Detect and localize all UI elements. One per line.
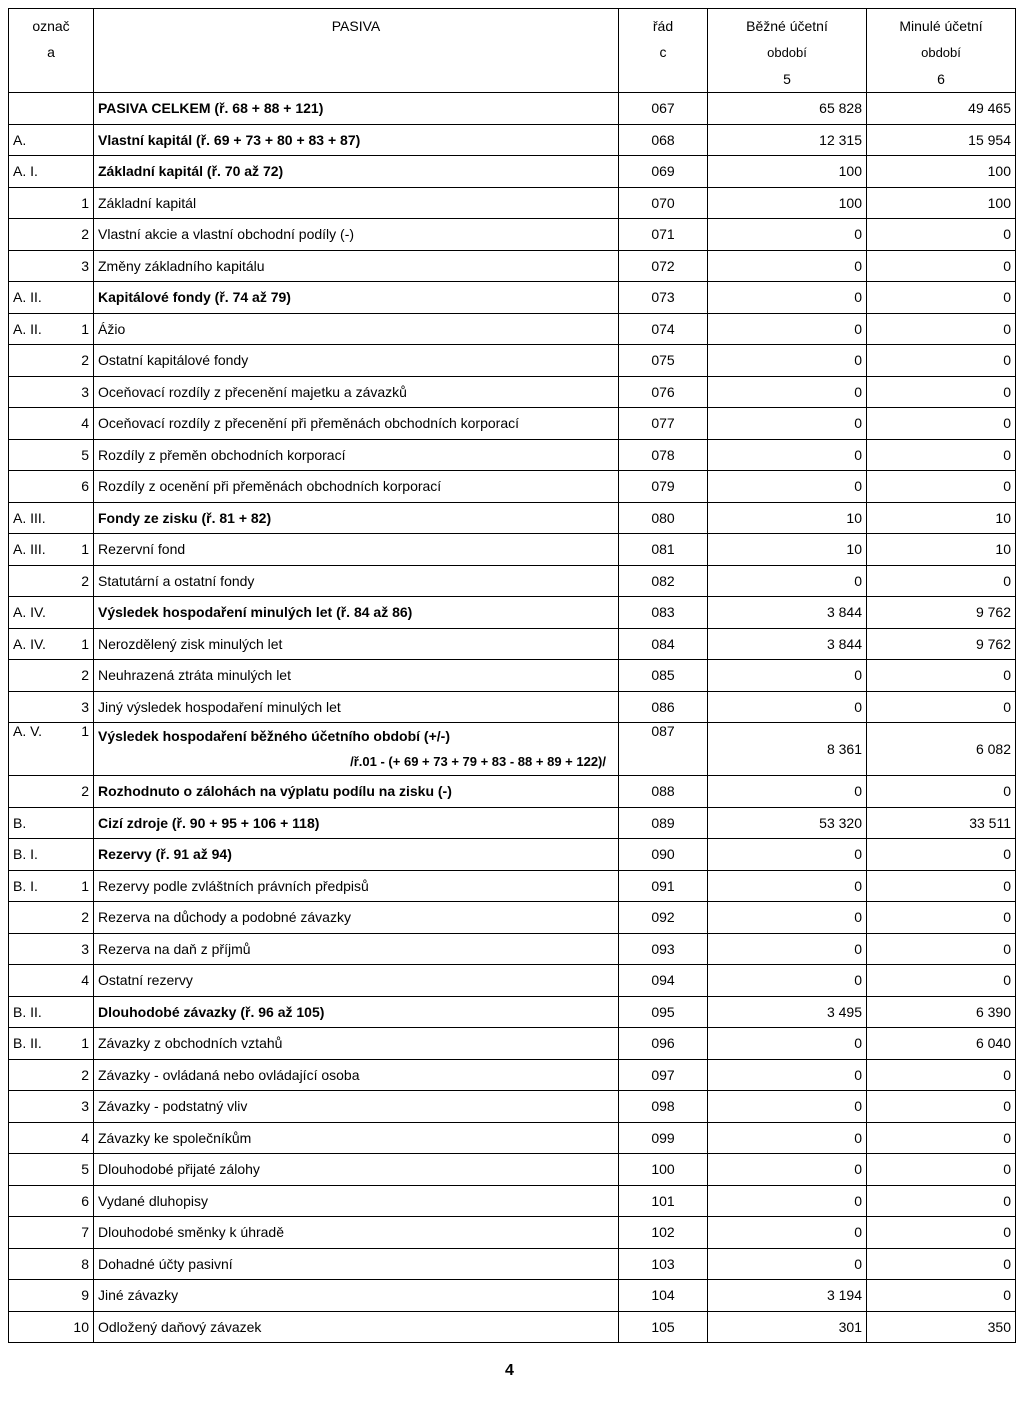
table-row bbox=[9, 628, 1016, 660]
row-line-number: 070 bbox=[619, 187, 708, 219]
row-label: Ostatní rezervy bbox=[94, 965, 619, 997]
row-label: Výsledek hospodaření minulých let (ř. 84 až 86) bbox=[94, 597, 619, 629]
row-label: Jiný výsledek hospodaření minulých let bbox=[94, 691, 619, 723]
row-value-current: 0 bbox=[708, 565, 867, 597]
row-line-number: 097 bbox=[619, 1059, 708, 1091]
row-mark-item: 3 bbox=[51, 1091, 94, 1123]
row-mark-item: 2 bbox=[51, 219, 94, 251]
row-value-current: 53 320 bbox=[708, 807, 867, 839]
row-mark-section bbox=[9, 1185, 52, 1217]
table-row bbox=[9, 1217, 1016, 1249]
row-mark-item: 6 bbox=[51, 471, 94, 503]
row-mark-item: 3 bbox=[51, 250, 94, 282]
row-mark-section bbox=[9, 219, 52, 251]
table-body bbox=[9, 93, 1016, 1343]
row-value-current: 3 194 bbox=[708, 1280, 867, 1312]
row-label: Základní kapitál bbox=[94, 187, 619, 219]
row-mark-section bbox=[9, 965, 52, 997]
row-mark-item bbox=[51, 839, 94, 871]
row-value-current: 8 361 bbox=[708, 723, 867, 776]
row-line-number: 091 bbox=[619, 870, 708, 902]
row-mark-item bbox=[51, 124, 94, 156]
row-value-previous: 0 bbox=[867, 313, 1016, 345]
row-value-previous: 0 bbox=[867, 1280, 1016, 1312]
row-label: Rezervy (ř. 91 až 94) bbox=[94, 839, 619, 871]
row-mark-section bbox=[9, 1311, 52, 1343]
header-rad-top: řád bbox=[652, 18, 674, 34]
row-label: Oceňovací rozdíly z přecenění majetku a závazků bbox=[94, 376, 619, 408]
row-line-number: 105 bbox=[619, 1311, 708, 1343]
row-label: Vydané dluhopisy bbox=[94, 1185, 619, 1217]
row-value-current: 65 828 bbox=[708, 93, 867, 125]
row-value-current: 0 bbox=[708, 776, 867, 808]
row-value-previous: 6 082 bbox=[867, 723, 1016, 776]
row-value-current: 10 bbox=[708, 534, 867, 566]
row-line-number: 092 bbox=[619, 902, 708, 934]
row-value-previous: 9 762 bbox=[867, 597, 1016, 629]
row-mark-item: 3 bbox=[51, 933, 94, 965]
row-mark-item: 1 bbox=[51, 313, 94, 345]
row-value-current: 0 bbox=[708, 1185, 867, 1217]
row-mark-item: 2 bbox=[51, 902, 94, 934]
row-label: Dlouhodobé přijaté zálohy bbox=[94, 1154, 619, 1186]
row-mark-section: A. I. bbox=[9, 156, 52, 188]
row-value-current: 0 bbox=[708, 1059, 867, 1091]
row-value-previous: 33 511 bbox=[867, 807, 1016, 839]
row-mark-item: 1 bbox=[51, 187, 94, 219]
row-mark-item bbox=[51, 597, 94, 629]
row-value-current: 0 bbox=[708, 439, 867, 471]
table-row bbox=[9, 219, 1016, 251]
row-mark-section bbox=[9, 691, 52, 723]
table-row bbox=[9, 534, 1016, 566]
row-line-number: 080 bbox=[619, 502, 708, 534]
row-label: Dlouhodobé směnky k úhradě bbox=[94, 1217, 619, 1249]
row-value-previous: 0 bbox=[867, 345, 1016, 377]
row-value-previous: 0 bbox=[867, 965, 1016, 997]
row-mark-item bbox=[51, 93, 94, 125]
row-mark-section bbox=[9, 408, 52, 440]
row-mark-section bbox=[9, 1091, 52, 1123]
header-minule-line1: Minulé účetní bbox=[899, 18, 983, 34]
row-value-current: 0 bbox=[708, 282, 867, 314]
row-value-previous: 100 bbox=[867, 156, 1016, 188]
row-line-number: 100 bbox=[619, 1154, 708, 1186]
row-mark-item: 9 bbox=[51, 1280, 94, 1312]
table-row bbox=[9, 597, 1016, 629]
table-row bbox=[9, 565, 1016, 597]
row-value-previous: 9 762 bbox=[867, 628, 1016, 660]
row-line-number: 095 bbox=[619, 996, 708, 1028]
row-mark-section bbox=[9, 439, 52, 471]
row-line-number: 102 bbox=[619, 1217, 708, 1249]
row-line-number: 071 bbox=[619, 219, 708, 251]
row-mark-section: B. bbox=[9, 807, 52, 839]
row-mark-item: 5 bbox=[51, 439, 94, 471]
row-label: Dlouhodobé závazky (ř. 96 až 105) bbox=[94, 996, 619, 1028]
row-mark-section bbox=[9, 471, 52, 503]
row-value-current: 0 bbox=[708, 933, 867, 965]
row-value-current: 0 bbox=[708, 965, 867, 997]
table-row bbox=[9, 408, 1016, 440]
row-label: Závazky z obchodních vztahů bbox=[94, 1028, 619, 1060]
row-line-number: 104 bbox=[619, 1280, 708, 1312]
row-line-number: 093 bbox=[619, 933, 708, 965]
table-row bbox=[9, 1028, 1016, 1060]
row-line-number: 087 bbox=[619, 723, 708, 776]
table-row bbox=[9, 1122, 1016, 1154]
row-value-current: 0 bbox=[708, 839, 867, 871]
table-row bbox=[9, 723, 1016, 776]
row-line-number: 068 bbox=[619, 124, 708, 156]
row-value-current: 0 bbox=[708, 1154, 867, 1186]
row-label: Rezerva na důchody a podobné závazky bbox=[94, 902, 619, 934]
row-value-current: 100 bbox=[708, 187, 867, 219]
row-mark-section bbox=[9, 902, 52, 934]
row-value-current: 0 bbox=[708, 1122, 867, 1154]
row-mark-section: A. II. bbox=[9, 313, 52, 345]
row-mark-item: 2 bbox=[51, 345, 94, 377]
row-value-previous: 0 bbox=[867, 776, 1016, 808]
row-line-number: 075 bbox=[619, 345, 708, 377]
row-value-current: 0 bbox=[708, 376, 867, 408]
row-label: Závazky - podstatný vliv bbox=[94, 1091, 619, 1123]
table-row bbox=[9, 187, 1016, 219]
row-label: Statutární a ostatní fondy bbox=[94, 565, 619, 597]
table-row bbox=[9, 902, 1016, 934]
row-value-previous: 6 040 bbox=[867, 1028, 1016, 1060]
table-row bbox=[9, 376, 1016, 408]
table-row bbox=[9, 933, 1016, 965]
row-mark-section: A. II. bbox=[9, 282, 52, 314]
row-label: Fondy ze zisku (ř. 81 + 82) bbox=[94, 502, 619, 534]
table-row bbox=[9, 1059, 1016, 1091]
table-header-row bbox=[9, 9, 1016, 93]
row-line-number: 082 bbox=[619, 565, 708, 597]
row-mark-item: 4 bbox=[51, 1122, 94, 1154]
row-mark-section: A. bbox=[9, 124, 52, 156]
row-value-current: 0 bbox=[708, 1028, 867, 1060]
table-row bbox=[9, 1248, 1016, 1280]
row-mark-item: 1 bbox=[51, 534, 94, 566]
table-row bbox=[9, 502, 1016, 534]
row-mark-section: B. II. bbox=[9, 1028, 52, 1060]
row-mark-item: 2 bbox=[51, 660, 94, 692]
row-label: Rozhodnuto o zálohách na výplatu podílu na zisku (-) bbox=[94, 776, 619, 808]
row-value-current: 0 bbox=[708, 219, 867, 251]
row-label: Rezervní fond bbox=[94, 534, 619, 566]
row-mark-section: B. II. bbox=[9, 996, 52, 1028]
row-value-current: 0 bbox=[708, 902, 867, 934]
row-label: Ostatní kapitálové fondy bbox=[94, 345, 619, 377]
row-line-number: 076 bbox=[619, 376, 708, 408]
row-line-number: 077 bbox=[619, 408, 708, 440]
row-value-previous: 0 bbox=[867, 1122, 1016, 1154]
row-mark-item: 4 bbox=[51, 965, 94, 997]
row-mark-item: 10 bbox=[51, 1311, 94, 1343]
row-label: Cizí zdroje (ř. 90 + 95 + 106 + 118) bbox=[94, 807, 619, 839]
table-row bbox=[9, 870, 1016, 902]
row-label: Odložený daňový závazek bbox=[94, 1311, 619, 1343]
row-mark-section bbox=[9, 376, 52, 408]
row-value-current: 0 bbox=[708, 408, 867, 440]
row-mark-item bbox=[51, 282, 94, 314]
row-line-number: 103 bbox=[619, 1248, 708, 1280]
row-value-current: 3 844 bbox=[708, 597, 867, 629]
table-row bbox=[9, 93, 1016, 125]
row-label: Nerozdělený zisk minulých let bbox=[94, 628, 619, 660]
header-pasiva bbox=[94, 9, 619, 93]
row-value-current: 0 bbox=[708, 660, 867, 692]
table-row bbox=[9, 156, 1016, 188]
row-mark-section: A. IV. bbox=[9, 597, 52, 629]
header-oznac-top: označ bbox=[32, 18, 70, 34]
row-mark-section bbox=[9, 345, 52, 377]
row-label bbox=[94, 723, 619, 776]
row-line-number: 096 bbox=[619, 1028, 708, 1060]
row-value-previous: 0 bbox=[867, 282, 1016, 314]
row-line-number: 083 bbox=[619, 597, 708, 629]
row-mark-item bbox=[51, 996, 94, 1028]
row-label: Vlastní akcie a vlastní obchodní podíly (-) bbox=[94, 219, 619, 251]
row-label: Rozdíly z ocenění při přeměnách obchodních korporací bbox=[94, 471, 619, 503]
row-mark-section bbox=[9, 93, 52, 125]
header-oznac-bottom: a bbox=[47, 44, 55, 60]
table-row bbox=[9, 282, 1016, 314]
row-line-number: 101 bbox=[619, 1185, 708, 1217]
row-value-previous: 0 bbox=[867, 691, 1016, 723]
row-mark-section: A. III. bbox=[9, 534, 52, 566]
row-value-previous: 0 bbox=[867, 1217, 1016, 1249]
header-minule-num: 6 bbox=[937, 71, 945, 87]
row-mark-section: A. IV. bbox=[9, 628, 52, 660]
row-label-main: Výsledek hospodaření běžného účetního období (+/-) bbox=[98, 728, 450, 744]
row-mark-section bbox=[9, 933, 52, 965]
row-label: Základní kapitál (ř. 70 až 72) bbox=[94, 156, 619, 188]
row-mark-item: 5 bbox=[51, 1154, 94, 1186]
row-value-current: 0 bbox=[708, 870, 867, 902]
row-mark-item: 1 bbox=[51, 870, 94, 902]
row-line-number: 098 bbox=[619, 1091, 708, 1123]
table-row bbox=[9, 1154, 1016, 1186]
row-mark-section bbox=[9, 1122, 52, 1154]
header-pasiva-label: PASIVA bbox=[331, 18, 381, 34]
row-value-current: 0 bbox=[708, 345, 867, 377]
table-row bbox=[9, 776, 1016, 808]
row-mark-item: 3 bbox=[51, 376, 94, 408]
table-row bbox=[9, 313, 1016, 345]
row-mark-item: 1 bbox=[51, 723, 94, 776]
row-mark-section: B. I. bbox=[9, 870, 52, 902]
row-value-current: 0 bbox=[708, 691, 867, 723]
row-label: Změny základního kapitálu bbox=[94, 250, 619, 282]
row-value-current: 0 bbox=[708, 1091, 867, 1123]
row-mark-section: A. III. bbox=[9, 502, 52, 534]
row-line-number: 090 bbox=[619, 839, 708, 871]
row-line-number: 078 bbox=[619, 439, 708, 471]
row-label: Jiné závazky bbox=[94, 1280, 619, 1312]
header-bezne-obdobi bbox=[708, 9, 867, 93]
table-row bbox=[9, 807, 1016, 839]
page-number: 4 bbox=[505, 1362, 514, 1379]
row-value-previous: 0 bbox=[867, 1154, 1016, 1186]
table-row bbox=[9, 660, 1016, 692]
row-value-previous: 100 bbox=[867, 187, 1016, 219]
table-row bbox=[9, 471, 1016, 503]
row-value-current: 12 315 bbox=[708, 124, 867, 156]
row-mark-section: A. V. bbox=[9, 723, 52, 776]
row-value-current: 0 bbox=[708, 1248, 867, 1280]
row-value-previous: 0 bbox=[867, 565, 1016, 597]
row-value-previous: 0 bbox=[867, 439, 1016, 471]
row-value-previous: 0 bbox=[867, 250, 1016, 282]
row-value-current: 0 bbox=[708, 1217, 867, 1249]
row-line-number: 085 bbox=[619, 660, 708, 692]
row-label: Závazky ke společníkům bbox=[94, 1122, 619, 1154]
row-value-previous: 0 bbox=[867, 376, 1016, 408]
row-mark-item: 2 bbox=[51, 776, 94, 808]
row-value-current: 10 bbox=[708, 502, 867, 534]
row-value-current: 0 bbox=[708, 250, 867, 282]
row-value-current: 301 bbox=[708, 1311, 867, 1343]
row-line-number: 088 bbox=[619, 776, 708, 808]
table-row bbox=[9, 1280, 1016, 1312]
table-row bbox=[9, 250, 1016, 282]
row-value-previous: 0 bbox=[867, 1185, 1016, 1217]
balance-sheet-liabilities-table bbox=[8, 8, 1016, 1343]
row-value-previous: 0 bbox=[867, 1091, 1016, 1123]
row-label: Oceňovací rozdíly z přecenění při přeměnách obchodních korporací bbox=[94, 408, 619, 440]
row-line-number: 069 bbox=[619, 156, 708, 188]
row-label: Dohadné účty pasivní bbox=[94, 1248, 619, 1280]
row-mark-section bbox=[9, 1059, 52, 1091]
table-row bbox=[9, 839, 1016, 871]
row-mark-item: 3 bbox=[51, 691, 94, 723]
row-mark-item: 1 bbox=[51, 628, 94, 660]
table-row bbox=[9, 691, 1016, 723]
table-row bbox=[9, 996, 1016, 1028]
row-mark-item bbox=[51, 156, 94, 188]
row-label: PASIVA CELKEM (ř. 68 + 88 + 121) bbox=[94, 93, 619, 125]
row-mark-section bbox=[9, 565, 52, 597]
row-label: Rezerva na daň z příjmů bbox=[94, 933, 619, 965]
row-mark-section bbox=[9, 1248, 52, 1280]
row-label: Kapitálové fondy (ř. 74 až 79) bbox=[94, 282, 619, 314]
row-value-previous: 0 bbox=[867, 408, 1016, 440]
row-line-number: 079 bbox=[619, 471, 708, 503]
row-line-number: 089 bbox=[619, 807, 708, 839]
row-line-number: 086 bbox=[619, 691, 708, 723]
row-value-previous: 0 bbox=[867, 1059, 1016, 1091]
header-minule-obdobi bbox=[867, 9, 1016, 93]
row-label: Ážio bbox=[94, 313, 619, 345]
row-value-previous: 6 390 bbox=[867, 996, 1016, 1028]
row-value-current: 3 844 bbox=[708, 628, 867, 660]
row-line-number: 081 bbox=[619, 534, 708, 566]
row-mark-item: 2 bbox=[51, 1059, 94, 1091]
row-mark-section bbox=[9, 1280, 52, 1312]
row-mark-section: B. I. bbox=[9, 839, 52, 871]
row-value-previous: 0 bbox=[867, 660, 1016, 692]
header-minule-line2: období bbox=[921, 45, 961, 60]
row-value-previous: 0 bbox=[867, 870, 1016, 902]
row-label: Závazky - ovládaná nebo ovládající osoba bbox=[94, 1059, 619, 1091]
row-mark-section bbox=[9, 1154, 52, 1186]
header-bezne-num: 5 bbox=[783, 71, 791, 87]
row-value-previous: 0 bbox=[867, 902, 1016, 934]
row-value-previous: 15 954 bbox=[867, 124, 1016, 156]
row-line-number: 099 bbox=[619, 1122, 708, 1154]
row-value-previous: 0 bbox=[867, 1248, 1016, 1280]
row-mark-item: 7 bbox=[51, 1217, 94, 1249]
row-mark-item: 8 bbox=[51, 1248, 94, 1280]
header-oznac bbox=[9, 9, 94, 93]
row-label: Rozdíly z přeměn obchodních korporací bbox=[94, 439, 619, 471]
table-row bbox=[9, 1185, 1016, 1217]
row-mark-section bbox=[9, 776, 52, 808]
row-value-previous: 0 bbox=[867, 839, 1016, 871]
row-line-number: 094 bbox=[619, 965, 708, 997]
row-value-previous: 49 465 bbox=[867, 93, 1016, 125]
row-label-formula: /ř.01 - (+ 69 + 73 + 79 + 83 - 88 + 89 + 122)/ bbox=[350, 754, 606, 769]
table-row bbox=[9, 1091, 1016, 1123]
header-rad-bottom: c bbox=[659, 44, 667, 60]
row-label: Rezervy podle zvláštních právních předpisů bbox=[94, 870, 619, 902]
row-mark-section bbox=[9, 187, 52, 219]
row-mark-item: 1 bbox=[51, 1028, 94, 1060]
row-line-number: 074 bbox=[619, 313, 708, 345]
row-value-previous: 0 bbox=[867, 219, 1016, 251]
row-value-previous: 10 bbox=[867, 502, 1016, 534]
row-value-previous: 350 bbox=[867, 1311, 1016, 1343]
row-line-number: 084 bbox=[619, 628, 708, 660]
row-line-number: 072 bbox=[619, 250, 708, 282]
row-mark-item: 6 bbox=[51, 1185, 94, 1217]
row-mark-item bbox=[51, 502, 94, 534]
row-label: Neuhrazená ztráta minulých let bbox=[94, 660, 619, 692]
row-line-number: 073 bbox=[619, 282, 708, 314]
table-row bbox=[9, 124, 1016, 156]
table-row bbox=[9, 1311, 1016, 1343]
table-row bbox=[9, 345, 1016, 377]
row-mark-item: 4 bbox=[51, 408, 94, 440]
header-bezne-line2: období bbox=[767, 45, 807, 60]
header-rad bbox=[619, 9, 708, 93]
row-value-current: 100 bbox=[708, 156, 867, 188]
row-mark-item: 2 bbox=[51, 565, 94, 597]
row-value-previous: 0 bbox=[867, 933, 1016, 965]
row-value-previous: 0 bbox=[867, 471, 1016, 503]
row-mark-section bbox=[9, 1217, 52, 1249]
row-label: Vlastní kapitál (ř. 69 + 73 + 80 + 83 + 87) bbox=[94, 124, 619, 156]
row-value-current: 0 bbox=[708, 313, 867, 345]
row-value-current: 0 bbox=[708, 471, 867, 503]
table-row bbox=[9, 439, 1016, 471]
row-mark-item bbox=[51, 807, 94, 839]
row-mark-section bbox=[9, 660, 52, 692]
row-line-number: 067 bbox=[619, 93, 708, 125]
row-value-current: 3 495 bbox=[708, 996, 867, 1028]
row-mark-section bbox=[9, 250, 52, 282]
row-value-previous: 10 bbox=[867, 534, 1016, 566]
table-row bbox=[9, 965, 1016, 997]
header-bezne-line1: Běžné účetní bbox=[746, 18, 828, 34]
